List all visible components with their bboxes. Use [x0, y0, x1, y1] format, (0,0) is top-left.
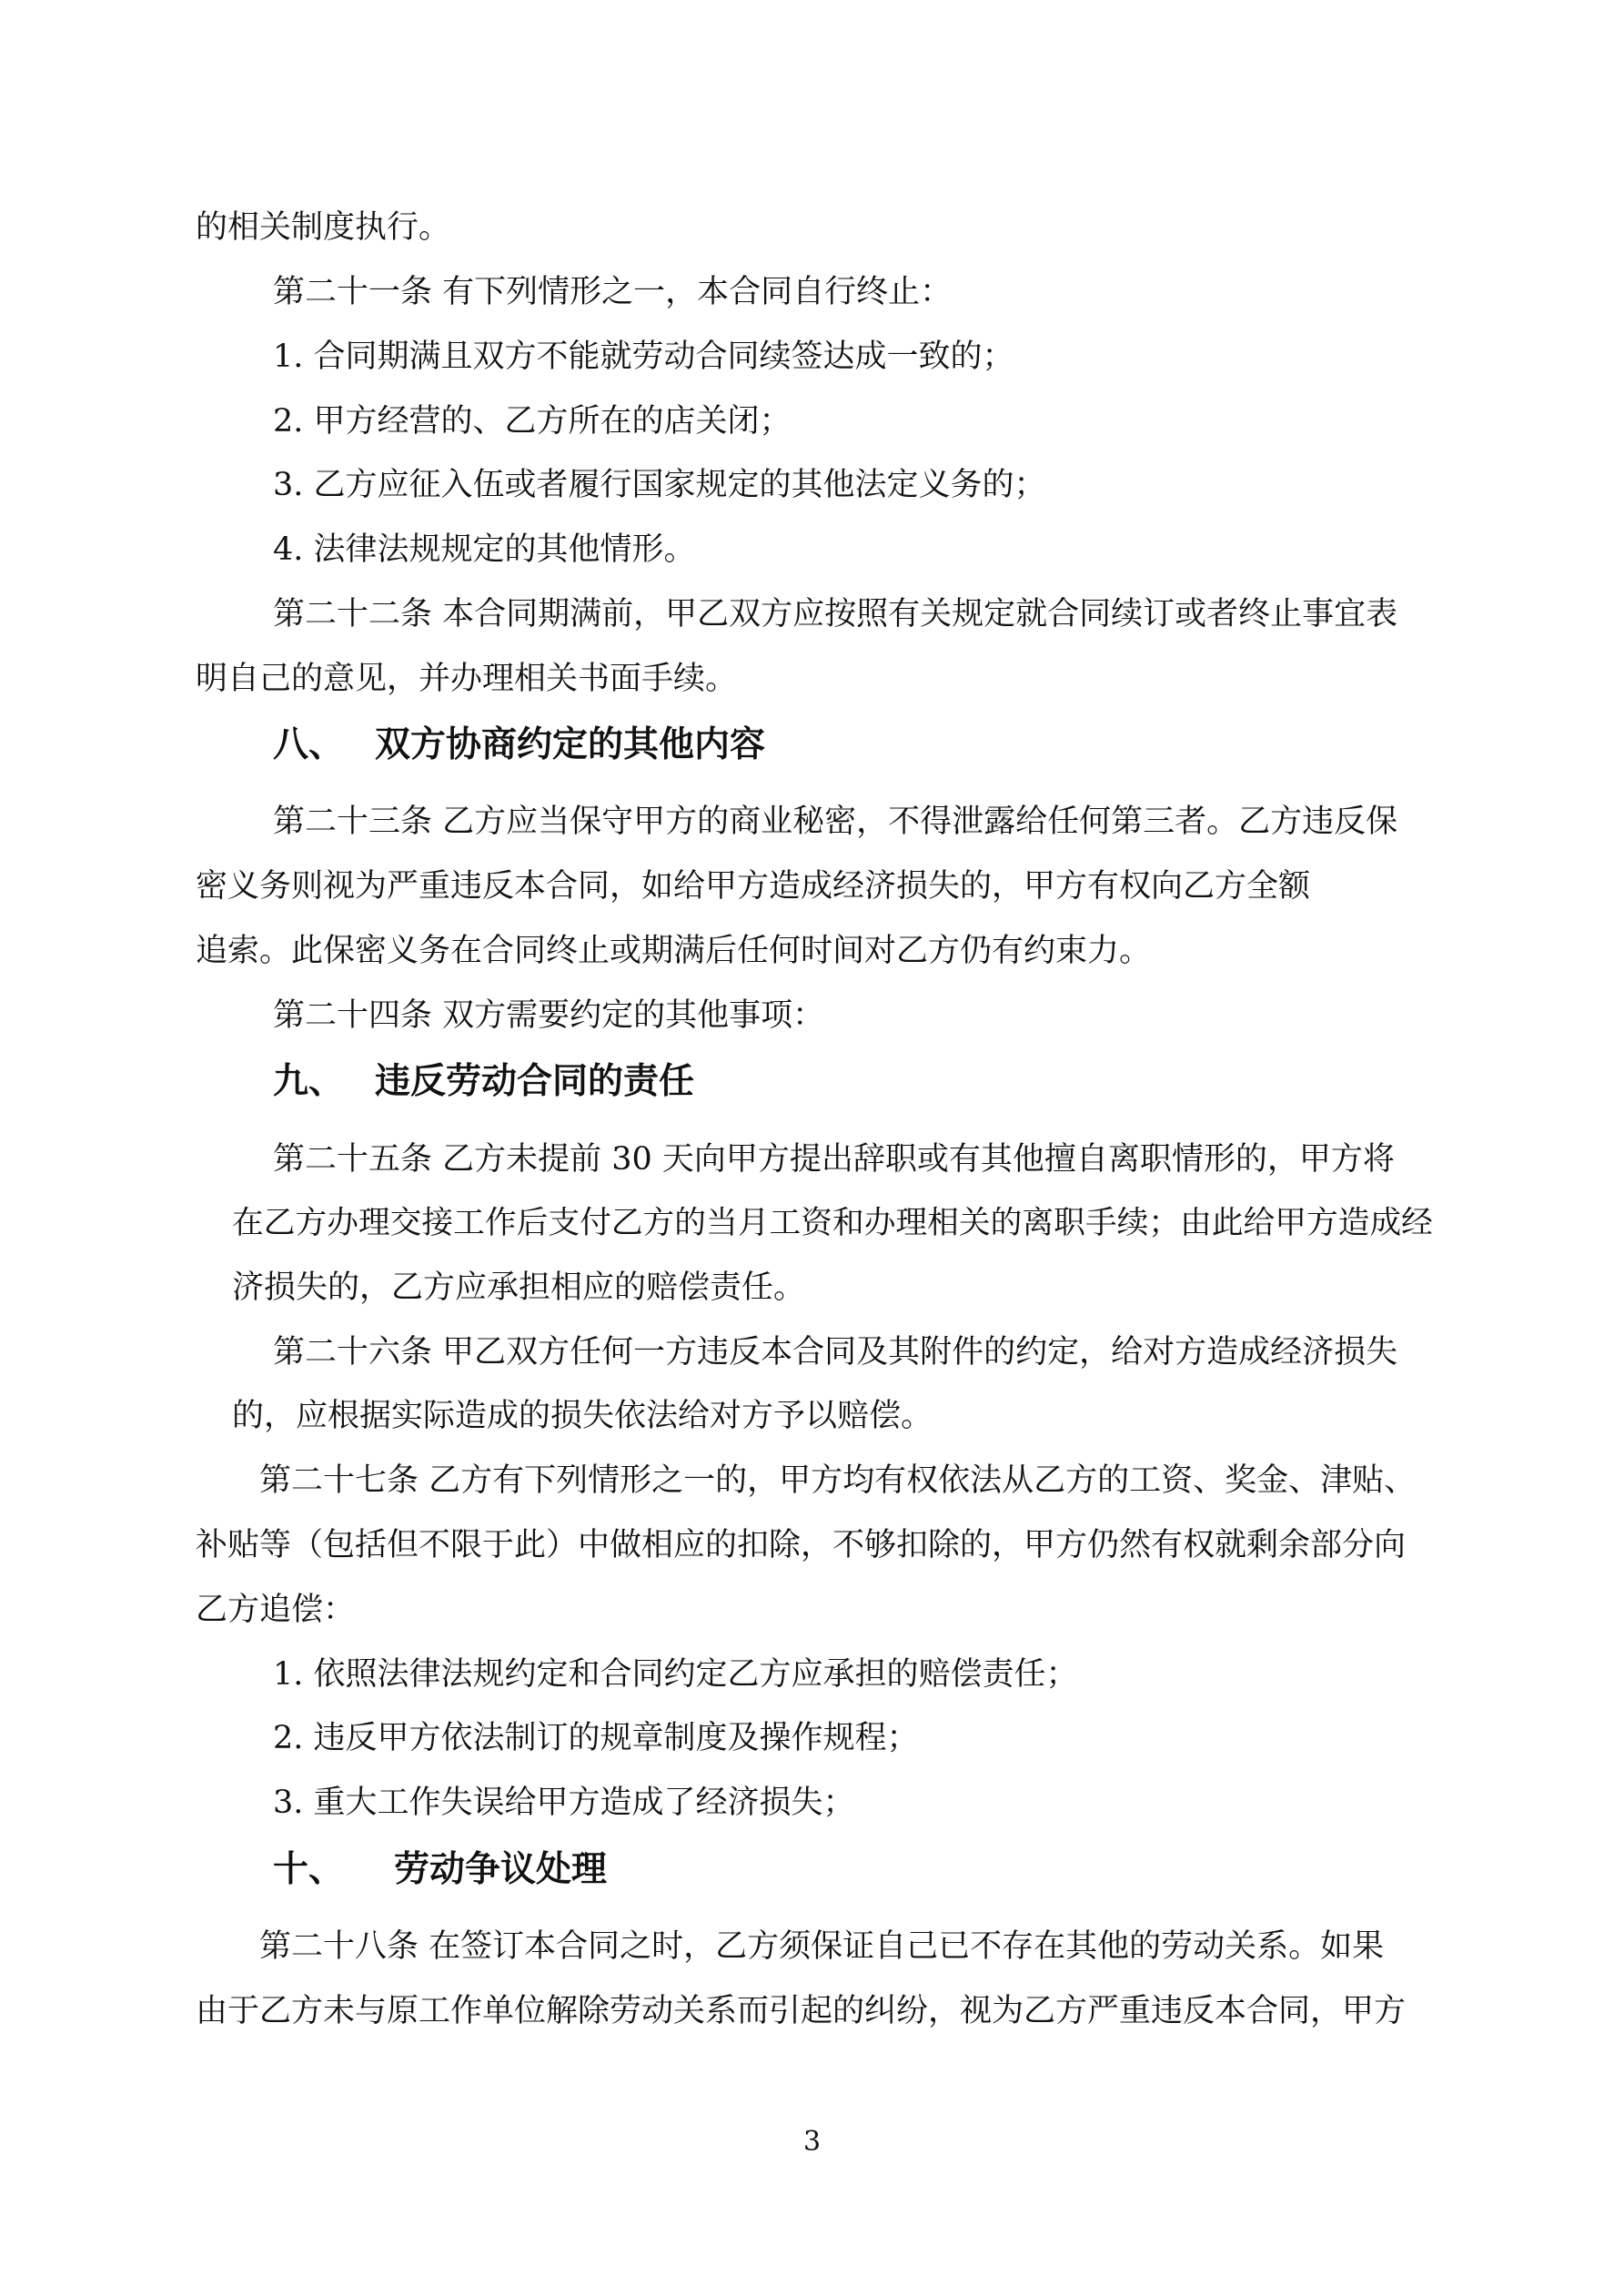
section-title: 违反劳动合同的责任	[375, 1061, 695, 1102]
section-heading-10	[273, 1846, 607, 1894]
list-item: 1. 合同期满且双方不能就劳动合同续签达成一致的；	[273, 339, 1014, 375]
article-28-line: 第二十八条 在签订本合同之时，乙方须保证自己已不存在其他的劳动关系。如果	[259, 1928, 1385, 1965]
article-25-line: 第二十五条 乙方未提前 30 天向甲方提出辞职或有其他擅自离职情形的，甲方将	[273, 1141, 1395, 1178]
article-24-line: 第二十四条 双方需要约定的其他事项：	[273, 997, 825, 1034]
article-23-line: 第二十三条 乙方应当保守甲方的商业秘密，不得泄露给任何第三者。乙方违反保	[273, 804, 1398, 840]
paragraph-line: 明自己的意见，并办理相关书面手续。	[196, 661, 738, 697]
section-title: 劳动争议处理	[394, 1849, 608, 1890]
section-number: 十、	[273, 1849, 345, 1890]
list-item: 2. 甲方经营的、乙方所在的店关闭；	[273, 403, 792, 440]
paragraph-line: 补贴等（包括但不限于此）中做相应的扣除，不够扣除的，甲方仍然有权就剩余部分向	[196, 1527, 1407, 1563]
article-22-line: 第二十二条 本合同期满前，甲乙双方应按照有关规定就合同续订或者终止事宜表	[273, 596, 1398, 632]
paragraph-line: 由于乙方未与原工作单位解除劳动关系而引起的纠纷，视为乙方严重违反本合同，甲方	[196, 1993, 1407, 2029]
section-heading-9	[273, 1058, 694, 1106]
list-item: 1. 依照法律法规约定和合同约定乙方应承担的赔偿责任；	[273, 1656, 1078, 1693]
section-number: 九、	[273, 1061, 345, 1102]
paragraph-line: 的，应根据实际造成的损失依法给对方予以赔偿。	[232, 1398, 933, 1434]
section-number: 八、	[273, 724, 345, 765]
paragraph-line: 的相关制度执行。	[196, 209, 451, 246]
article-21-line: 第二十一条 有下列情形之一，本合同自行终止：	[273, 274, 953, 310]
paragraph-line: 在乙方办理交接工作后支付乙方的当月工资和办理相关的离职手续；由此给甲方造成经	[232, 1205, 1433, 1241]
list-item: 3. 重大工作失误给甲方造成了经济损失；	[273, 1785, 855, 1821]
list-item: 2. 违反甲方依法制订的规章制度及操作规程；	[273, 1720, 919, 1756]
section-heading-8	[273, 722, 765, 769]
article-26-line: 第二十六条 甲乙双方任何一方违反本合同及其附件的约定，给对方造成经济损失	[273, 1334, 1398, 1371]
paragraph-line: 济损失的，乙方应承担相应的赔偿责任。	[232, 1269, 806, 1306]
paragraph-line: 密义务则视为严重违反本合同，如给甲方造成经济损失的，甲方有权向乙方全额	[196, 868, 1311, 905]
paragraph-line: 追索。此保密义务在合同终止或期满后任何时间对乙方仍有约束力。	[196, 933, 1152, 969]
list-item: 3. 乙方应征入伍或者履行国家规定的其他法定义务的；	[273, 467, 1046, 503]
section-title: 双方协商约定的其他内容	[375, 724, 766, 765]
page-number: 3	[802, 2126, 822, 2158]
article-27-line: 第二十七条 乙方有下列情形之一的，甲方均有权依法从乙方的工资、奖金、津贴、	[259, 1462, 1417, 1499]
list-item: 4. 法律法规规定的其他情形。	[273, 531, 696, 568]
paragraph-line: 乙方追偿：	[196, 1592, 356, 1628]
